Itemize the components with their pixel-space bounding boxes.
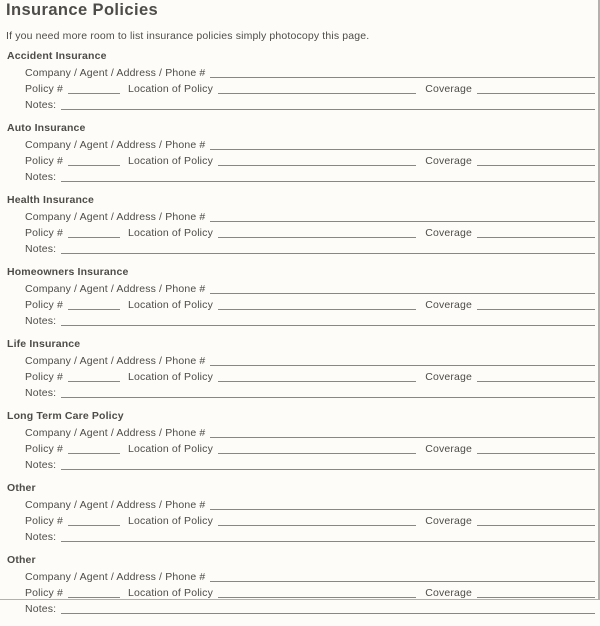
page-title: Insurance Policies xyxy=(6,1,159,19)
location-of-policy-label: Location of Policy xyxy=(127,371,213,383)
policy-section xyxy=(0,338,600,410)
company-agent-fill-line xyxy=(210,141,595,150)
location-of-policy-fill-line xyxy=(218,301,416,310)
policy-number-fill-line xyxy=(68,157,120,166)
location-of-policy-fill-line xyxy=(218,445,416,454)
policy-number-fill-line xyxy=(68,589,120,598)
notes-label: Notes: xyxy=(25,171,57,183)
coverage-fill-line xyxy=(477,589,595,598)
coverage-fill-line xyxy=(477,157,595,166)
policy-details-row xyxy=(25,371,595,384)
coverage-fill-line xyxy=(477,517,595,526)
company-agent-row xyxy=(25,571,595,584)
company-agent-fill-line xyxy=(210,501,595,510)
company-agent-label: Company / Agent / Address / Phone # xyxy=(25,571,206,583)
company-agent-label: Company / Agent / Address / Phone # xyxy=(25,355,206,367)
coverage-label: Coverage xyxy=(425,371,472,383)
policy-sections-list xyxy=(0,50,600,626)
section-title: Homeowners Insurance xyxy=(7,266,129,278)
policy-details-row xyxy=(25,155,595,168)
company-agent-fill-line xyxy=(210,213,595,222)
location-of-policy-fill-line xyxy=(218,589,416,598)
notes-label: Notes: xyxy=(25,387,57,399)
notes-fill-line xyxy=(61,461,595,470)
company-agent-row xyxy=(25,211,595,224)
policy-number-fill-line xyxy=(68,445,120,454)
coverage-label: Coverage xyxy=(425,515,472,527)
location-of-policy-fill-line xyxy=(218,373,416,382)
notes-label: Notes: xyxy=(25,603,57,615)
coverage-label: Coverage xyxy=(425,83,472,95)
policy-number-fill-line xyxy=(68,517,120,526)
notes-fill-line xyxy=(61,389,595,398)
coverage-label: Coverage xyxy=(425,587,472,599)
coverage-label: Coverage xyxy=(425,443,472,455)
notes-row xyxy=(25,243,595,256)
notes-label: Notes: xyxy=(25,315,57,327)
notes-fill-line xyxy=(61,317,595,326)
section-title: Other xyxy=(7,554,36,566)
company-agent-fill-line xyxy=(210,573,595,582)
notes-label: Notes: xyxy=(25,531,57,543)
policy-details-row xyxy=(25,227,595,240)
notes-row xyxy=(25,603,595,616)
company-agent-fill-line xyxy=(210,285,595,294)
notes-fill-line xyxy=(61,245,595,254)
coverage-label: Coverage xyxy=(425,155,472,167)
location-of-policy-fill-line xyxy=(218,85,416,94)
policy-section xyxy=(0,554,600,626)
policy-section xyxy=(0,122,600,194)
section-title: Life Insurance xyxy=(7,338,81,350)
coverage-label: Coverage xyxy=(425,227,472,239)
policy-details-row xyxy=(25,587,595,600)
notes-row xyxy=(25,531,595,544)
policy-number-label: Policy # xyxy=(25,515,63,527)
policy-number-label: Policy # xyxy=(25,587,63,599)
policy-number-fill-line xyxy=(68,373,120,382)
policy-details-row xyxy=(25,83,595,96)
instructions-text: If you need more room to list insurance policies simply photocopy this page. xyxy=(6,30,370,42)
company-agent-row xyxy=(25,67,595,80)
section-title: Health Insurance xyxy=(7,194,95,206)
notes-row xyxy=(25,387,595,400)
company-agent-row xyxy=(25,355,595,368)
coverage-fill-line xyxy=(477,373,595,382)
notes-label: Notes: xyxy=(25,243,57,255)
notes-fill-line xyxy=(61,173,595,182)
policy-section xyxy=(0,266,600,338)
coverage-fill-line xyxy=(477,445,595,454)
policy-number-fill-line xyxy=(68,85,120,94)
policy-section xyxy=(0,50,600,122)
policy-number-label: Policy # xyxy=(25,443,63,455)
policy-number-label: Policy # xyxy=(25,299,63,311)
coverage-fill-line xyxy=(477,229,595,238)
company-agent-row xyxy=(25,499,595,512)
policy-details-row xyxy=(25,299,595,312)
section-title: Accident Insurance xyxy=(7,50,107,62)
notes-fill-line xyxy=(61,101,595,110)
policy-number-label: Policy # xyxy=(25,155,63,167)
company-agent-label: Company / Agent / Address / Phone # xyxy=(25,211,206,223)
section-title: Other xyxy=(7,482,36,494)
notes-row xyxy=(25,315,595,328)
company-agent-label: Company / Agent / Address / Phone # xyxy=(25,283,206,295)
notes-fill-line xyxy=(61,605,595,614)
company-agent-row xyxy=(25,283,595,296)
location-of-policy-fill-line xyxy=(218,157,416,166)
company-agent-fill-line xyxy=(210,357,595,366)
location-of-policy-label: Location of Policy xyxy=(127,443,213,455)
location-of-policy-fill-line xyxy=(218,517,416,526)
location-of-policy-label: Location of Policy xyxy=(127,83,213,95)
policy-number-label: Policy # xyxy=(25,83,63,95)
company-agent-row xyxy=(25,427,595,440)
policy-number-fill-line xyxy=(68,229,120,238)
coverage-fill-line xyxy=(477,301,595,310)
policy-number-label: Policy # xyxy=(25,227,63,239)
policy-section xyxy=(0,410,600,482)
location-of-policy-label: Location of Policy xyxy=(127,227,213,239)
company-agent-label: Company / Agent / Address / Phone # xyxy=(25,67,206,79)
policy-details-row xyxy=(25,443,595,456)
location-of-policy-label: Location of Policy xyxy=(127,587,213,599)
company-agent-fill-line xyxy=(210,69,595,78)
notes-fill-line xyxy=(61,533,595,542)
section-title: Long Term Care Policy xyxy=(7,410,124,422)
location-of-policy-label: Location of Policy xyxy=(127,155,213,167)
notes-row xyxy=(25,459,595,472)
location-of-policy-fill-line xyxy=(218,229,416,238)
policy-section xyxy=(0,482,600,554)
policy-details-row xyxy=(25,515,595,528)
notes-row xyxy=(25,99,595,112)
policy-section xyxy=(0,194,600,266)
company-agent-fill-line xyxy=(210,429,595,438)
company-agent-label: Company / Agent / Address / Phone # xyxy=(25,139,206,151)
policy-number-fill-line xyxy=(68,301,120,310)
company-agent-label: Company / Agent / Address / Phone # xyxy=(25,427,206,439)
notes-label: Notes: xyxy=(25,99,57,111)
section-title: Auto Insurance xyxy=(7,122,86,134)
policy-number-label: Policy # xyxy=(25,371,63,383)
location-of-policy-label: Location of Policy xyxy=(127,299,213,311)
company-agent-row xyxy=(25,139,595,152)
coverage-label: Coverage xyxy=(425,299,472,311)
notes-row xyxy=(25,171,595,184)
notes-label: Notes: xyxy=(25,459,57,471)
coverage-fill-line xyxy=(477,85,595,94)
location-of-policy-label: Location of Policy xyxy=(127,515,213,527)
company-agent-label: Company / Agent / Address / Phone # xyxy=(25,499,206,511)
